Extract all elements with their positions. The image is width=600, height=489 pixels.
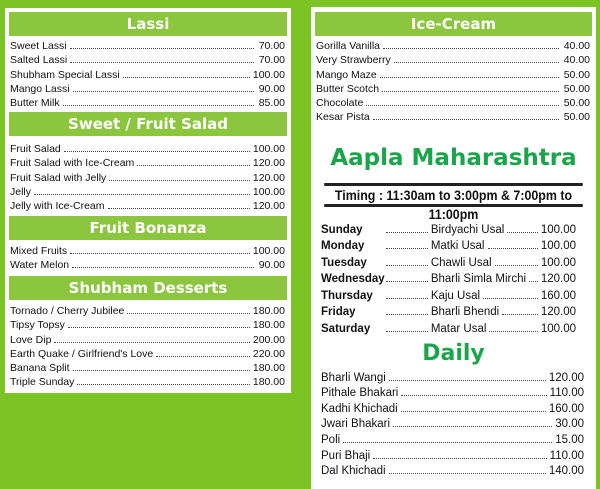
day-name: Sunday	[321, 223, 363, 236]
item-price: 70.00	[258, 40, 285, 53]
dot-leader	[389, 380, 546, 381]
dish-price: 120.00	[540, 306, 576, 318]
item-price: 100.00	[252, 143, 285, 156]
item-name: Banana Split	[10, 361, 70, 374]
section-header: Fruit Bonanza	[9, 216, 287, 240]
item-price: 160.00	[548, 402, 584, 415]
dot-leader	[389, 473, 546, 474]
menu-item	[321, 399, 584, 415]
dish-name: Matar Usal	[430, 322, 487, 335]
day-name: Thursday	[321, 289, 373, 302]
menu-item	[316, 52, 590, 66]
dot-leader	[54, 342, 249, 343]
menu-item	[321, 384, 584, 400]
dot-leader	[489, 323, 537, 332]
item-price: 50.00	[563, 68, 590, 81]
dot-leader	[73, 91, 254, 92]
item-price: 200.00	[252, 333, 285, 346]
dot-leader	[73, 370, 250, 371]
section-items	[10, 141, 285, 212]
dot-leader	[137, 165, 250, 166]
dot-leader	[401, 411, 546, 412]
menu-item	[10, 331, 285, 345]
dish-name: Matki Usal	[430, 240, 485, 252]
item-name: Dal Khichadi	[321, 465, 386, 478]
dot-leader	[380, 77, 559, 78]
icecream-items	[316, 38, 590, 123]
item-price: 100.00	[252, 245, 285, 258]
day-special	[321, 318, 576, 335]
dot-leader	[386, 248, 428, 249]
dot-leader	[529, 273, 538, 282]
item-name: Jwari Bhakari	[321, 418, 391, 431]
dish-name-wrap	[431, 306, 541, 318]
item-name: Water Melon	[10, 259, 70, 272]
section-header: Shubham Desserts	[9, 276, 287, 300]
item-name: Jelly	[10, 185, 32, 198]
item-price: 50.00	[563, 82, 590, 95]
menu-item	[10, 360, 285, 374]
dot-leader	[373, 119, 559, 120]
dot-leader	[70, 62, 254, 63]
dot-leader	[483, 290, 538, 299]
item-name: Mango Maze	[316, 68, 377, 81]
dish-name-wrap	[431, 240, 541, 252]
item-name: Kesar Pista	[316, 111, 370, 124]
dot-leader	[64, 151, 250, 152]
item-name: Mixed Fruits	[10, 245, 68, 258]
section-header: Sweet / Fruit Salad	[9, 112, 287, 136]
weekday-specials-list	[321, 219, 576, 335]
menu-item	[10, 141, 285, 155]
dot-leader	[383, 48, 559, 49]
day-special	[321, 269, 576, 286]
dot-leader	[382, 91, 559, 92]
dot-leader	[68, 327, 250, 328]
dish-price: 160.00	[540, 289, 576, 302]
item-price: 140.00	[548, 465, 584, 478]
item-price: 110.00	[549, 449, 584, 462]
item-price: 50.00	[563, 96, 590, 109]
day-name: Friday	[321, 306, 356, 318]
dish-name: Bharli Simla Mirchi	[430, 273, 527, 285]
item-price: 120.00	[252, 171, 285, 184]
menu-item	[10, 184, 285, 198]
item-name: Jelly with Ice-Cream	[10, 199, 105, 212]
menu-item	[10, 346, 285, 360]
item-name: Very Strawberry	[316, 54, 391, 67]
menu-item	[10, 198, 285, 212]
item-price: 120.00	[252, 199, 285, 212]
dot-leader	[366, 105, 559, 106]
item-name: Kadhi Khichadi	[321, 402, 398, 415]
dot-leader	[77, 384, 249, 385]
menu-item	[316, 38, 590, 52]
menu-item	[10, 169, 285, 183]
item-name: Bharli Wangi	[321, 371, 386, 384]
dish-name: Chawli Usal	[430, 256, 492, 269]
dish-name: Bharli Bhendi	[430, 306, 500, 318]
dot-leader	[123, 77, 250, 78]
item-name: Earth Quake / Girlfriend's Love	[10, 347, 154, 360]
item-name: Fruit Salad	[10, 143, 61, 156]
dot-leader	[495, 257, 538, 266]
menu-item	[321, 368, 584, 384]
menu-item	[316, 109, 590, 123]
dot-leader	[373, 458, 546, 459]
dot-leader	[386, 232, 428, 233]
dish-price: 100.00	[540, 322, 576, 335]
dot-leader	[393, 426, 552, 427]
item-name: Fruit Salad with Ice-Cream	[10, 157, 135, 170]
dot-leader	[156, 356, 250, 357]
dot-leader	[386, 331, 428, 332]
dish-price: 100.00	[540, 223, 576, 236]
dot-leader	[386, 281, 428, 282]
item-name: Love Dip	[10, 333, 52, 346]
section-header: Lassi	[9, 12, 287, 36]
dot-leader	[401, 395, 546, 396]
menu-item	[10, 374, 285, 388]
item-price: 50.00	[563, 111, 590, 124]
menu-item	[10, 257, 285, 271]
dot-leader	[109, 180, 250, 181]
item-name: Poli	[321, 433, 341, 446]
item-price: 100.00	[252, 68, 285, 81]
daily-heading: Daily	[422, 341, 485, 366]
dish-name: Birdyachi Usal	[430, 223, 505, 236]
section-items	[10, 38, 285, 109]
menu-item	[10, 317, 285, 331]
day-name: Saturday	[321, 322, 371, 335]
item-price: 90.00	[258, 82, 285, 95]
dish-name: Kaju Usal	[430, 289, 481, 302]
item-name: Mango Lassi	[10, 82, 70, 95]
item-price: 120.00	[548, 371, 584, 384]
item-name: Triple Sunday	[10, 376, 75, 389]
item-name: Shubham Special Lassi	[10, 68, 120, 81]
item-price: 180.00	[252, 361, 285, 374]
item-name: Pithale Bhakari	[321, 387, 399, 400]
day-name: Monday	[321, 240, 365, 252]
dot-leader	[386, 314, 428, 315]
item-price: 180.00	[252, 319, 285, 332]
item-price: 90.00	[258, 259, 285, 272]
right-menu-panel	[311, 7, 596, 489]
day-special	[321, 236, 576, 253]
dish-name-wrap	[431, 257, 541, 269]
item-price: 180.00	[252, 305, 285, 318]
item-price: 220.00	[252, 347, 285, 360]
menu-item	[10, 66, 285, 80]
item-price: 120.00	[252, 157, 285, 170]
item-price: 40.00	[563, 54, 590, 67]
item-name: Fruit Salad with Jelly	[10, 171, 107, 184]
menu-item	[321, 462, 584, 478]
dot-leader	[108, 208, 250, 209]
section-items	[10, 243, 285, 271]
dot-leader	[343, 442, 552, 443]
item-name: Tornado / Cherry Jubilee	[10, 305, 125, 318]
item-name: Butter Scotch	[316, 82, 380, 95]
item-price: 85.00	[258, 96, 285, 109]
day-special	[321, 219, 576, 236]
dot-leader	[488, 240, 538, 249]
dot-leader	[63, 105, 254, 106]
item-name: Salted Lassi	[10, 54, 68, 67]
item-name: Gorilla Vanilla	[316, 40, 380, 53]
timing-banner: Timing : 11:30am to 3:00pm & 7:00pm to 11:00pm	[324, 183, 583, 207]
item-name: Chocolate	[316, 96, 364, 109]
dish-name-wrap	[431, 323, 541, 335]
daily-list	[321, 368, 584, 477]
dot-leader	[72, 267, 254, 268]
section-header: Ice-Cream	[315, 12, 592, 36]
item-name: Butter Milk	[10, 96, 60, 109]
dot-leader	[34, 194, 250, 195]
menu-item	[10, 52, 285, 66]
menu-item	[10, 95, 285, 109]
menu-item	[10, 155, 285, 169]
dot-leader	[70, 48, 254, 49]
day-name: Wednesday	[321, 273, 385, 285]
menu-item	[10, 243, 285, 257]
menu-item	[316, 66, 590, 80]
dot-leader	[386, 265, 428, 266]
dish-price: 100.00	[540, 256, 576, 269]
day-special	[321, 285, 576, 302]
item-price: 70.00	[258, 54, 285, 67]
item-name: Sweet Lassi	[10, 40, 67, 53]
menu-item	[316, 81, 590, 95]
dish-price: 100.00	[540, 240, 576, 252]
menu-item	[10, 38, 285, 52]
item-name: Tipsy Topsy	[10, 319, 65, 332]
dish-name-wrap	[431, 273, 541, 285]
dish-name-wrap	[431, 224, 541, 236]
item-price: 15.00	[555, 433, 584, 446]
left-menu-panel	[5, 8, 291, 393]
day-special	[321, 302, 576, 319]
item-price: 110.00	[549, 387, 584, 400]
menu-item	[321, 430, 584, 446]
section-items	[10, 303, 285, 388]
item-price: 30.00	[555, 418, 584, 431]
dot-leader	[127, 313, 249, 314]
menu-item	[321, 446, 584, 462]
menu-item	[10, 303, 285, 317]
dish-name-wrap	[431, 290, 541, 302]
dot-leader	[502, 306, 538, 315]
item-price: 180.00	[252, 376, 285, 389]
aapla-maharashtra-heading: Aapla Maharashtra	[330, 145, 577, 171]
menu-item	[321, 415, 584, 431]
dot-leader	[507, 224, 538, 233]
day-special	[321, 252, 576, 269]
dish-price: 120.00	[540, 273, 576, 285]
dot-leader	[70, 253, 250, 254]
menu-item	[316, 95, 590, 109]
dot-leader	[386, 298, 428, 299]
item-price: 100.00	[252, 185, 285, 198]
menu-item	[10, 81, 285, 95]
day-name: Tuesday	[321, 256, 367, 269]
dot-leader	[394, 62, 559, 63]
item-name: Puri Bhaji	[321, 449, 371, 462]
item-price: 40.00	[563, 40, 590, 53]
